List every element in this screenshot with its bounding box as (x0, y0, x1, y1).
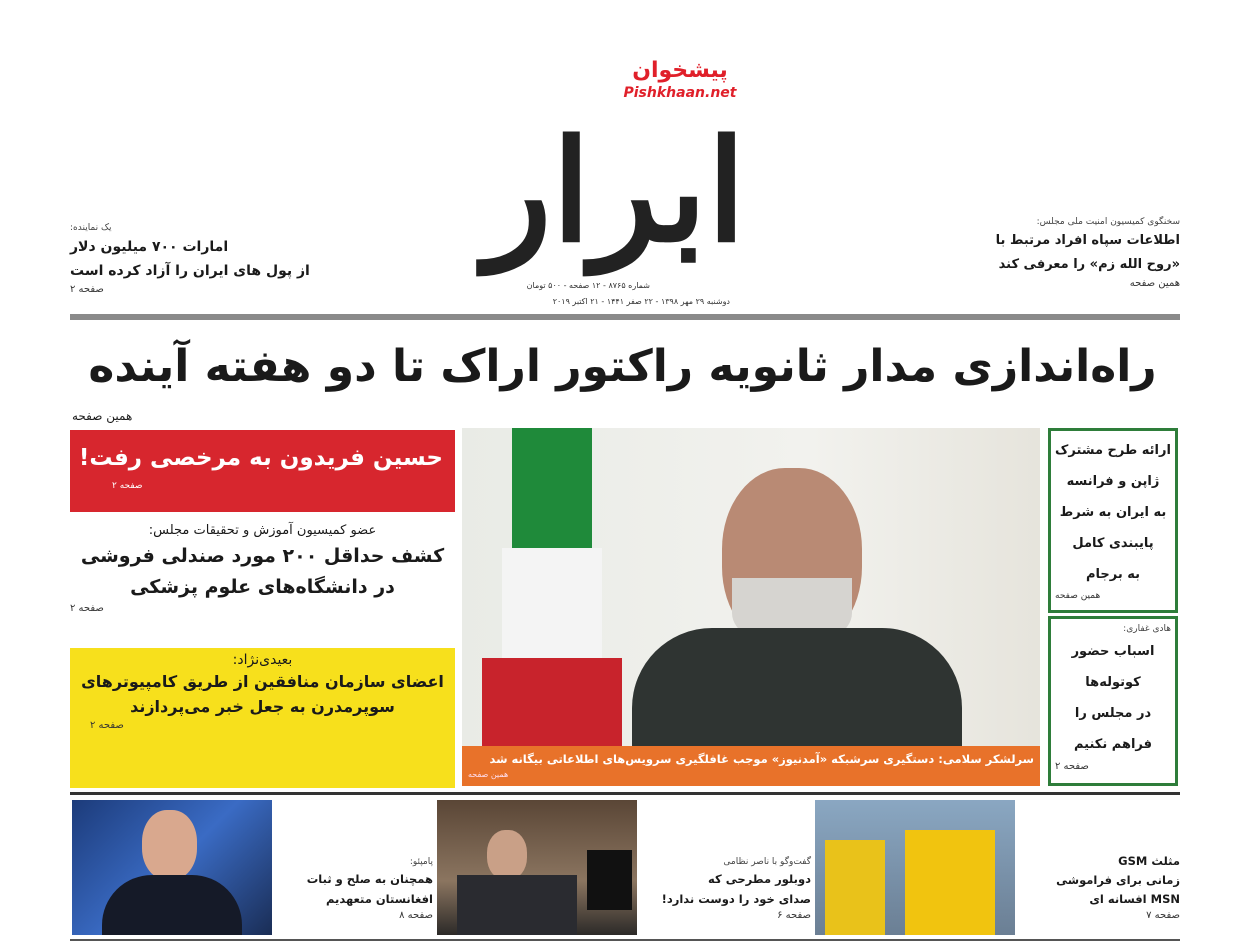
watermark (590, 58, 770, 102)
story-medical-seats[interactable] (70, 522, 455, 615)
bottom-story-3[interactable] (1020, 852, 1180, 922)
headline-line: مثلث GSM (1118, 854, 1180, 868)
headline-line: کوتوله‌ها (1085, 675, 1141, 690)
headline-line: در مجلس را (1074, 706, 1152, 721)
page-ref: صفحه ۲ (70, 603, 104, 614)
red-box-story[interactable] (70, 430, 455, 512)
top-right-teaser[interactable] (940, 216, 1180, 290)
divider (70, 939, 1180, 941)
page-ref: صفحه ۷ (1146, 910, 1180, 921)
masthead-logo: ابرار (484, 110, 746, 274)
kicker: سخنگوی کمیسیون امنیت ملی مجلس: (1036, 217, 1180, 227)
headline-line: امارات ۷۰۰ میلیون دلار (70, 239, 229, 255)
date-line: دوشنبه ۲۹ مهر ۱۳۹۸ - ۲۲ صفر ۱۴۴۱ - ۲۱ اکتبر ۲۰۱۹ (552, 297, 730, 306)
page-ref: صفحه ۶ (777, 910, 811, 921)
watermark-en: Pishkhaan.net (623, 85, 737, 101)
dubber-photo (437, 800, 637, 935)
football-photo (815, 800, 1015, 935)
headline: حسین فریدون به مرخصی رفت! (78, 445, 443, 471)
kicker: گفت‌وگو با ناصر نظامی (723, 857, 811, 867)
headline-line: اسباب حضور (1071, 644, 1155, 659)
headline-line: ژاپن و فرانسه (1066, 474, 1160, 489)
kicker: هادی غفاری: (1123, 624, 1171, 634)
yellow-box-story[interactable] (70, 648, 455, 788)
headline-lines (1055, 435, 1171, 590)
page-ref: صفحه ۸ (399, 910, 433, 921)
headline-line: به برجام (1085, 567, 1141, 582)
headline-lines (1055, 636, 1171, 760)
headline-line: به ایران به شرط (1059, 505, 1167, 520)
bottom-story-1[interactable] (278, 856, 433, 922)
page-ref: همین صفحه (1055, 591, 1101, 601)
headline-line: سوپرمدرن به جعل خبر می‌پردازند (130, 697, 395, 716)
photo-caption[interactable] (462, 746, 1040, 786)
headline-line: پایبندی کامل (1072, 536, 1154, 551)
page-ref: صفحه ۲ (90, 720, 124, 731)
page-ref: همین صفحه (468, 770, 509, 779)
kicker: یک نماینده: (70, 223, 112, 233)
watermark-fa: پیشخوان (632, 58, 728, 83)
headline-line: همچنان به صلح و ثبات (306, 872, 433, 886)
headline-line: افغانستان متعهدیم (325, 892, 433, 906)
main-photo (462, 428, 1040, 746)
page-ref: صفحه ۲ (70, 284, 104, 295)
kicker: پامپئو: (409, 857, 433, 867)
page-ref: همین صفحه (72, 409, 133, 423)
page-ref: همین صفحه (1129, 278, 1180, 289)
headline-line: از پول های ایران را آزاد کرده است (70, 263, 310, 279)
portrait-uniform (632, 628, 962, 746)
headline-line: زمانی برای فراموشی (1056, 873, 1180, 887)
headline-line: فراهم نکنیم (1073, 737, 1153, 752)
kicker: بعیدی‌نژاد: (232, 652, 293, 668)
headline-line: صدای خود را دوست ندارد! (661, 892, 811, 906)
headline-line: در دانشگاه‌های علوم پزشکی (130, 576, 395, 598)
headline-line: «روح الله زم» را معرفی کند (998, 257, 1180, 272)
headline-line: دوبلور مطرحی که (708, 872, 811, 886)
divider (70, 792, 1180, 795)
headline-line: ارائه طرح مشترک (1055, 443, 1171, 458)
flag-red (482, 658, 622, 746)
divider (70, 314, 1180, 320)
kicker: عضو کمیسیون آموزش و تحقیقات مجلس: (148, 523, 377, 538)
right-box-jcpoa[interactable] (1048, 428, 1178, 613)
main-headline[interactable]: راه‌اندازی مدار ثانویه راکتور اراک تا دو هفته آینده (88, 341, 1157, 392)
issue-line: شماره ۸۷۶۵ - ۱۲ صفحه - ۵۰۰ تومان (526, 281, 650, 290)
headline-line: اطلاعات سپاه افراد مرتبط با (995, 233, 1180, 248)
bottom-story-2[interactable] (641, 856, 811, 922)
page-ref: صفحه ۲ (1055, 761, 1089, 772)
page-ref: صفحه ۲ (112, 481, 143, 491)
headline-line: اعضای سازمان منافقین از طریق کامپیوترهای (81, 672, 444, 691)
flag-white (502, 548, 602, 658)
top-left-teaser[interactable] (70, 222, 360, 296)
headline-line: کشف حداقل ۲۰۰ مورد صندلی فروشی (80, 545, 445, 567)
pompeo-photo (72, 800, 272, 935)
flag-green (512, 428, 592, 548)
caption-text: سرلشکر سلامی: دستگیری سرشبکه «آمدنیوز» موجب غافلگیری سرویس‌های اطلاعاتی بیگانه شد (489, 752, 1034, 766)
right-box-ghaffari[interactable] (1048, 616, 1178, 786)
headline-line: MSN افسانه ای (1089, 892, 1180, 906)
